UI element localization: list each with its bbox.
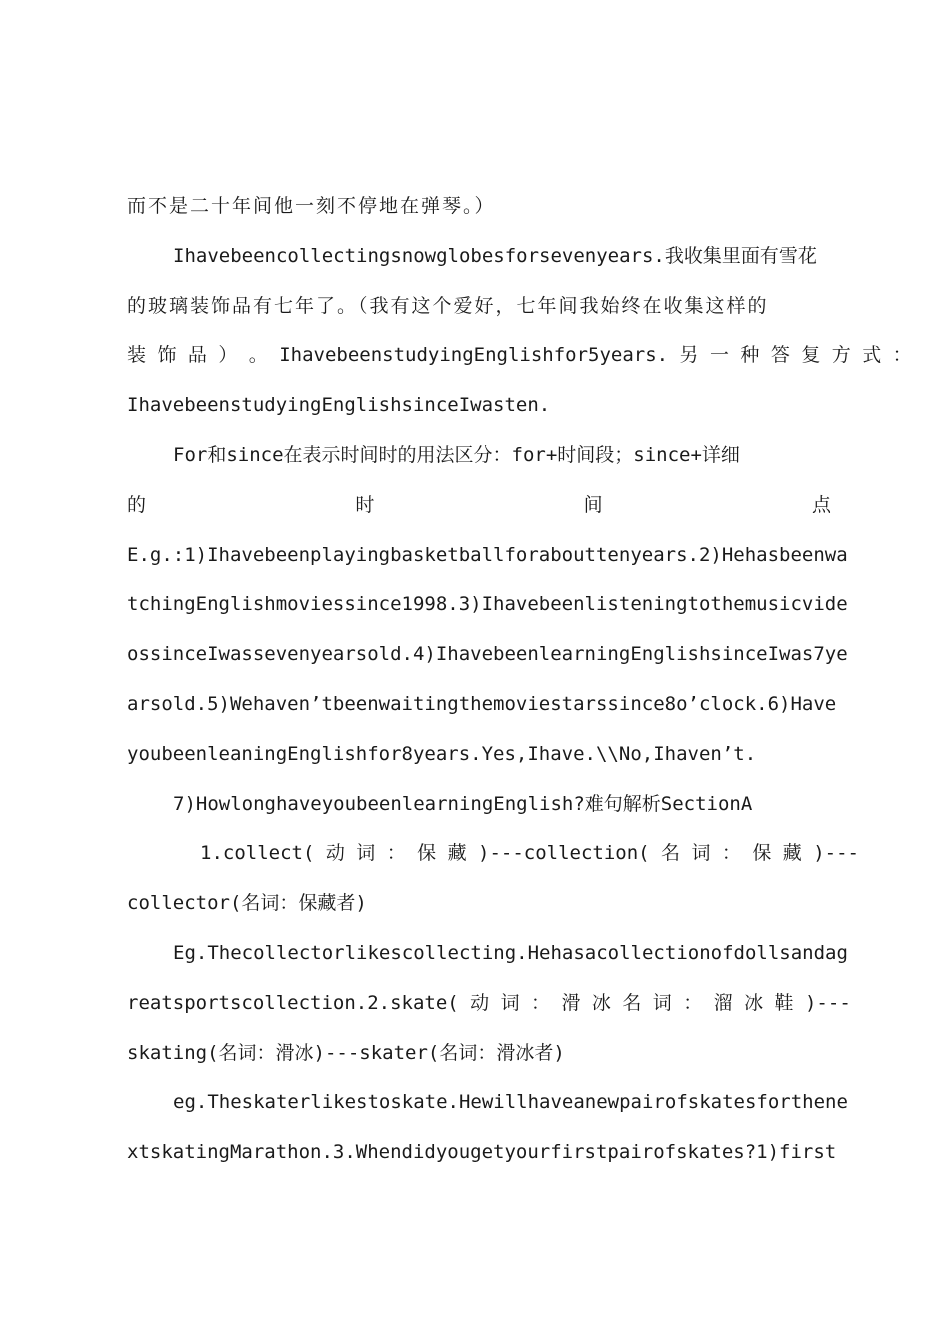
text-line: E.g.:1)Ihavebeenplayingbasketballforabouttenyears.2)Hehasbeenwa: [127, 543, 848, 566]
spread-word: 的: [127, 493, 147, 516]
text-line: 装 饰 品 ） 。 IhavebeenstudyingEnglishfor5years. 另 一 种 答 复 方 式 ：: [127, 344, 912, 367]
text-line: Eg.Thecollectorlikescollecting.Hehasacollectionofdollsandag: [173, 941, 848, 964]
text-line: 1.collect( 动 词 ： 保 藏 )---collection( 名 词 ： 保 藏 )---: [200, 842, 859, 865]
spread-word: 时: [355, 493, 375, 516]
text-line: 而不是二十年间他一刻不停地在弹琴。）: [127, 195, 496, 217]
spread-word: 点: [811, 493, 831, 516]
text-line: youbeenleaningEnglishfor8years.Yes,Ihave.\\No,Ihaven’t.: [127, 742, 757, 765]
text-line: Ihavebeencollectingsnowglobesforsevenyears.我收集里面有雪花: [173, 244, 817, 267]
text-line: IhavebeenstudyingEnglishsinceIwasten.: [127, 394, 551, 417]
text-line: arsold.5)Wehaven’tbeenwaitingthemoviestarssince8o’clock.6)Have: [127, 692, 837, 715]
text-line: tchingEnglishmoviessince1998.3)Ihavebeenlisteningtothemusicvide: [127, 593, 848, 616]
text-line: xtskatingMarathon.3.Whendidyougetyourfirstpairofskates?1)first: [127, 1141, 837, 1164]
text-line: skating(名词：滑冰)---skater(名词：滑冰者): [127, 1041, 565, 1064]
text-line: reatsportscollection.2.skate( 动 词 ： 滑 冰 名 词 ： 溜 冰 鞋 )---: [127, 991, 851, 1014]
text-line: 的玻璃装饰品有七年了。（我有这个爱好，七年间我始终在收集这样的: [127, 294, 769, 317]
text-line: ossinceIwassevenyearsold.4)IhavebeenlearningEnglishsinceIwas7ye: [127, 643, 848, 666]
text-line: eg.Theskaterlikestoskate.Hewillhaveanewpairofskatesforthene: [173, 1091, 848, 1114]
text-line: For和since在表示时间时的用法区分：for+时间段；since+详细: [173, 443, 740, 466]
spread-line: [127, 481, 831, 531]
document-body: [127, 182, 912, 1178]
spread-word: 间: [583, 493, 603, 516]
text-line: collector(名词：保藏者): [127, 892, 367, 915]
text-line: 7)HowlonghaveyoubeenlearningEnglish?难句解析SectionA: [173, 792, 753, 815]
